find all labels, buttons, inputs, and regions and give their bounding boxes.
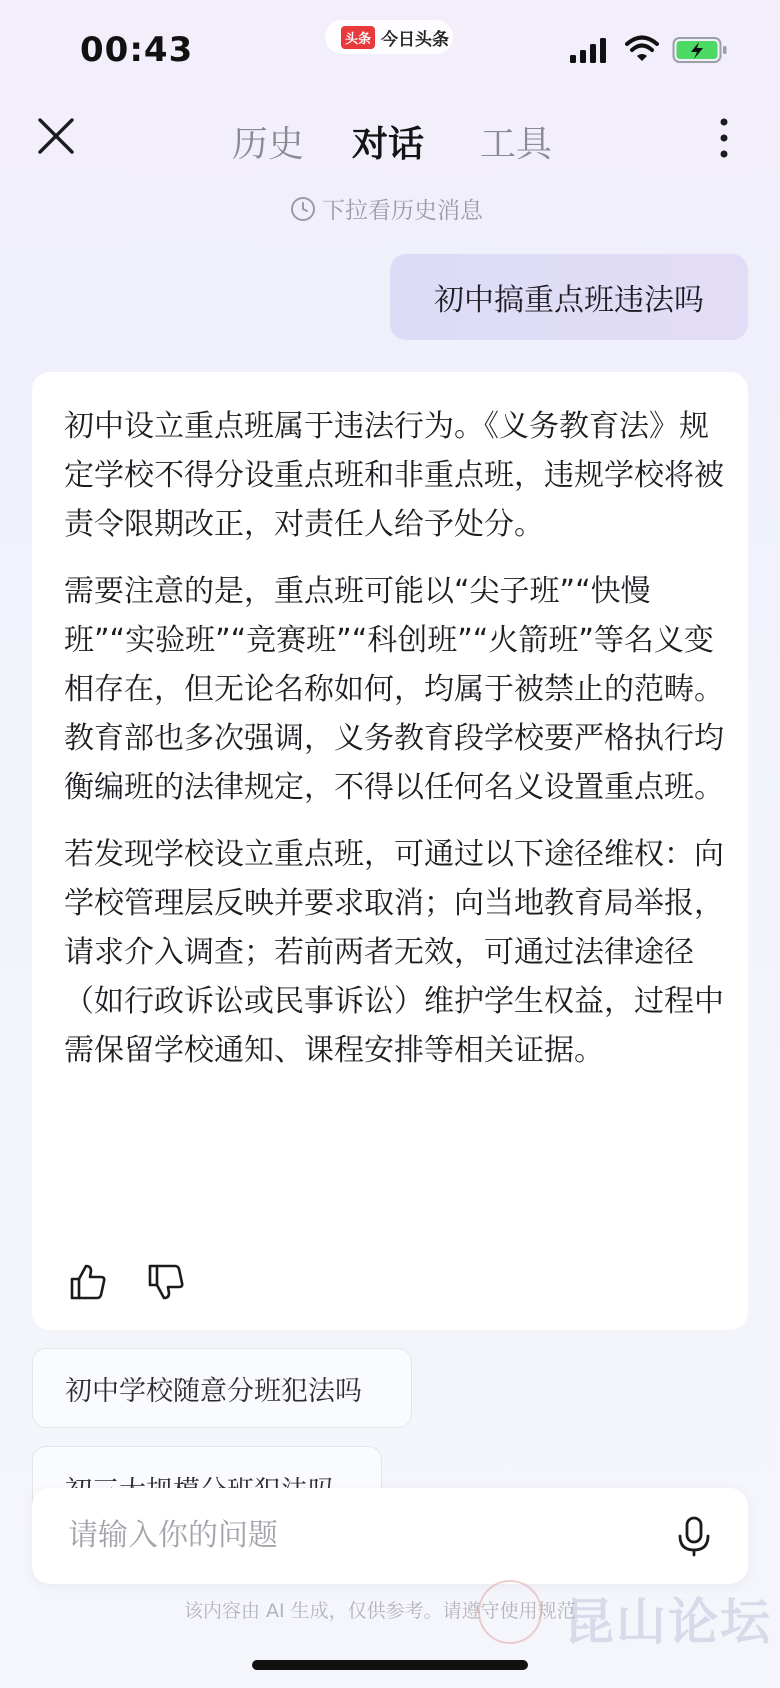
wifi-icon [625,34,659,62]
question-input[interactable] [68,1510,628,1560]
answer-text [64,402,724,1093]
user-message-bubble: 初中搞重点班违法吗 [390,254,748,340]
answer-card [32,372,748,1330]
tab-history[interactable]: 历史 [232,124,305,165]
microphone-icon[interactable] [672,1514,716,1558]
suggestion-chip[interactable]: 初中学校随意分班犯法吗 [32,1348,412,1428]
battery-charging-icon [672,36,728,64]
clock-icon [290,196,316,222]
app-logo: 头条 [341,26,375,49]
question-input-box [32,1488,748,1584]
watermark-seal-icon [478,1580,542,1644]
status-time: 00:43 [80,30,194,70]
answer-paragraph: 若发现学校设立重点班，可通过以下途径维权：向学校管理层反映并要求取消；向当地教育局举报，请求介入调查；若前两者无效，可通过法律途径（如行政诉讼或民事诉讼）维护学生权益，过程中需保留学校通知、课程安排等相关证据。 [64,837,724,1068]
thumb-down-icon[interactable] [146,1262,186,1302]
tab-tools[interactable]: 工具 [480,124,553,165]
signal-icon [570,36,610,64]
answer-paragraph: 初中设立重点班属于违法行为。《义务教育法》规定学校不得分设重点班和非重点班，违规学校将被责令限期改正，对责任人给予处分。 [64,409,724,542]
more-vertical-icon[interactable] [712,116,736,160]
ai-disclaimer: 该内容由 AI 生成，仅供参考。请遵守使用规范 [184,1600,576,1622]
home-indicator[interactable] [252,1660,528,1670]
answer-paragraph: 需要注意的是，重点班可能以“尖子班”“快慢班”“实验班”“竞赛班”“科创班”“火箭班”等名义变相存在，但无论名称如何，均属于被禁止的范畴。教育部也多次强调，义务教育段学校要严格执行均衡编班的法律规定，不得以任何名义设置重点班。 [64,574,724,805]
watermark [478,1580,778,1650]
status-bar [0,0,780,100]
tab-chat[interactable]: 对话 [352,124,425,165]
pull-history-hint [290,192,483,225]
back-to-app-pill[interactable] [325,20,453,54]
thumb-up-icon[interactable] [68,1262,108,1302]
pull-hint-text: 下拉看历史消息 [322,198,483,224]
watermark-text: 昆山论坛 [564,1593,772,1651]
close-icon[interactable] [36,116,76,156]
app-name: 今日头条 [381,29,450,50]
